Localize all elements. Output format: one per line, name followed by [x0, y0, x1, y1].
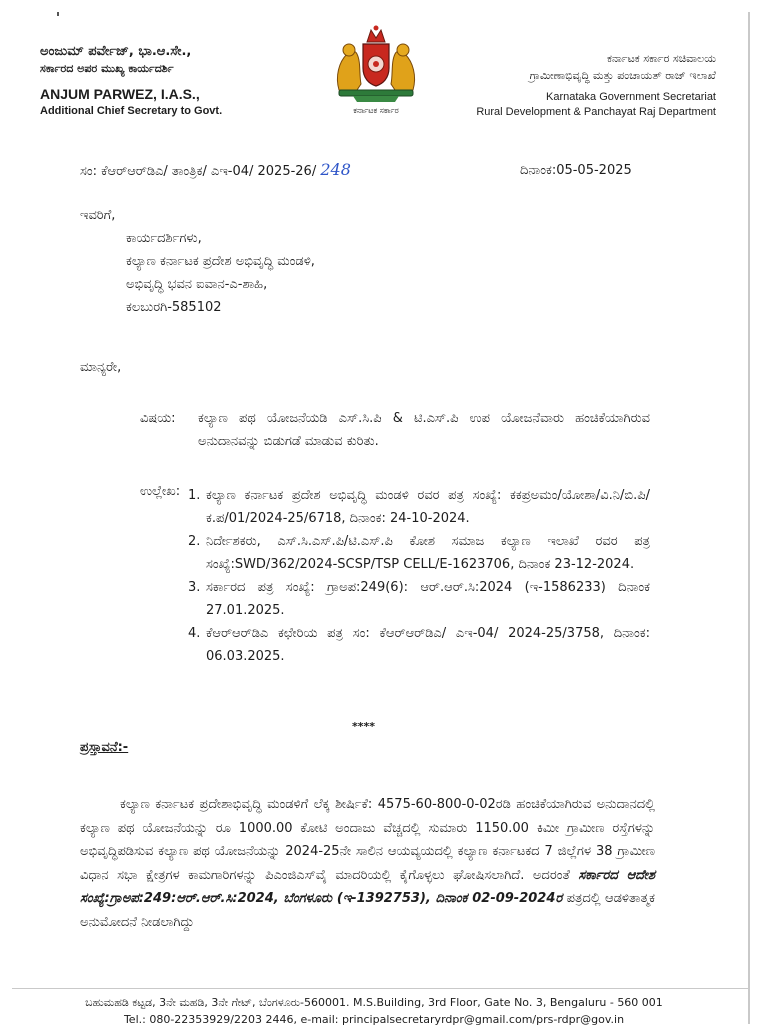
reference-text: ಕೆಆರ್‌ಆರ್‌ಡಿಎ ಕಛೇರಿಯ ಪತ್ರ ಸಂ: ಕೆಆರ್‌ಆರ್‌ಡಿಎ/ ಎಇ-04/ 2024-25/3758, ದಿನಾಂಕ: 06.03.2025.: [206, 626, 650, 664]
scan-mark: [57, 12, 59, 16]
preamble-text: ಕಲ್ಯಾಣ ಕರ್ನಾಟಕ ಪ್ರದೇಶಾಭಿವೃದ್ಧಿ ಮಂಡಳಿಗೆ ಲೆಕ್ಕ ಶೀರ್ಷಿಕೆ: 4575-60-800-0-02ರಡಿ ಹಂಚಿಕೆಯಾಗಿರುವ ಅನುದಾನದಲ್ಲಿ ಕಲ್ಯಾಣ ಪಥ ಯೋಜನೆಯನ್ನು ರೂ 1000.00 ಕೋಟಿ ಅಂದಾಜು ವೆಚ್ಚದಲ್ಲಿ ಸುಮಾರು 1150.00 ಕಿಮೀ ಗ್ರಾಮೀಣ ರಸ್ತೆಗಳನ್ನು ಅಭಿವೃದ್ಧಿಪಡಿಸುವ ಕಲ್ಯಾಣ ಪಥ ಯೋಜನೆಯನ್ನು 2024-25ನೇ ಸಾಲಿನ ಆಯವ್ಯಯದಲ್ಲಿ ಕಲ್ಯಾಣ ಕರ್ನಾಟಕದ 7 ಜಿಲ್ಲೆಗಳ 38 ಗ್ರಾಮೀಣ ವಿಧಾನ ಸಭಾ ಕ್ಷೇತ್ರಗಳ ಕಾಮಗಾರಿಗಳನ್ನು ಪಿಎಂಜಿಎಸ್‌ವೈ ಮಾದರಿಯಲ್ಲಿ ಕೈಗೊಳ್ಳಲು ಘೋಷಿಸಲಾಗಿದೆ. ಅದರಂತೆ: [80, 797, 655, 883]
secretariat-english: Karnataka Government Secretariat: [546, 91, 716, 103]
address-line: ಕಾರ್ಯದರ್ಶಿಗಳು,: [126, 231, 202, 246]
government-order-reference: ಸರ್ಕಾರದ ಆದೇಶ ಸಂಖ್ಯೆ:ಗ್ರಾಅಪ:249:ಆರ್.ಆರ್.ಸಿ:2024, ಬೆಂಗಳೂರು (ಇ-1392753), ದಿನಾಂಕ 02-09-2024ರ: [80, 867, 655, 906]
department-english: Rural Development & Panchayat Raj Department: [476, 106, 716, 118]
subject-text: ಕಲ್ಯಾಣ ಪಥ ಯೋಜನೆಯಡಿ ಎಸ್.ಸಿ.ಪಿ & ಟಿ.ಎಸ್.ಪಿ ಉಪ ಯೋಜನೆವಾರು ಹಂಚಿಕೆಯಾಗಿರುವ ಅನುದಾನವನ್ನು ಬಿಡುಗಡೆ ಮಾಡುವ ಕುರಿತು.: [198, 411, 650, 449]
reference-item: [188, 484, 650, 530]
footer-divider: [12, 988, 748, 989]
reference-item: [188, 576, 650, 622]
officer-name-kannada: ಅಂಜುಮ್ ಪರ್ವೇಜ್, ಭಾ.ಆ.ಸೇ.,: [40, 44, 192, 59]
footer-contact: Tel.: 080-22353929/2203 2446, e-mail: principalsecretaryrdpr@gmail.com/prs-rdpr@gov.in: [123, 1013, 625, 1026]
address-line: ಕಲ್ಯಾಣ ಕರ್ನಾಟಕ ಪ್ರದೇಶ ಅಭಿವೃದ್ಧಿ ಮಂಡಳಿ,: [126, 254, 315, 269]
preamble-heading: ಪ್ರಸ್ತಾವನೆ:-: [80, 740, 129, 755]
address-line: ಕಲಬುರಗಿ-585102: [126, 300, 222, 315]
recipient-address: [80, 204, 315, 319]
reference-text: ಸರ್ಕಾರದ ಪತ್ರ ಸಂಖ್ಯೆ: ಗ್ರಾಅಪ:249(6): ಆರ್.ಆರ್.ಸಿ:2024 (ಇ-1586233) ದಿನಾಂಕ 27.01.2025.: [206, 580, 650, 618]
address-line: ಅಭಿವೃದ್ಧಿ ಭವನ ಐವಾನ-ಎ-ಶಾಹಿ,: [126, 277, 268, 292]
subject-label: ವಿಷಯ:: [140, 411, 176, 426]
reference-number-label: 3.: [188, 580, 201, 595]
officer-name-english: ANJUM PARWEZ, I.A.S.,: [40, 86, 200, 102]
references-label: ಉಲ್ಲೇಖ:: [140, 484, 181, 499]
reference-number-label: 2.: [188, 534, 201, 549]
officer-designation-kannada: ಸರ್ಕಾರದ ಅಪರ ಮುಖ್ಯ ಕಾರ್ಯದರ್ಶಿ: [40, 62, 174, 75]
reference-text: ಸಂ: ಕೆಆರ್‌ಆರ್‌ಡಿಎ/ ತಾಂತ್ರಿಕ/ ಎಇ-04/ 2025-26/: [80, 164, 317, 179]
reference-number-label: 1.: [188, 488, 201, 503]
secretariat-kannada: ಕರ್ನಾಟಕ ಸರ್ಕಾರ ಸಚಿವಾಲಯ: [606, 52, 716, 65]
references-block: [140, 484, 650, 668]
officer-designation-english: Additional Chief Secretary to Govt.: [40, 105, 223, 117]
reference-item: [188, 622, 650, 668]
letterhead-left: [40, 44, 222, 117]
address-to: ಇವರಿಗೆ,: [80, 208, 116, 223]
reference-item: [188, 530, 650, 576]
preamble-text-continued: ಪತ್ರದಲ್ಲಿ ಆಡಳಿತಾತ್ಮಕ ಅನುಮೋದನೆ ನೀಡಲಾಗಿದ್ದು: [80, 891, 655, 930]
salutation: ಮಾನ್ಯರೇ,: [80, 360, 122, 375]
reference-number: [80, 160, 351, 179]
footer-address: ಬಹುಮಹಡಿ ಕಟ್ಟಡ, 3ನೇ ಮಹಡಿ, 3ನೇ ಗೇಟ್, ಬೆಂಗಳೂರು-560001. M.S.Building, 3rd Floor, Gate No. 3, Bengaluru - 560 001: [85, 996, 663, 1009]
reference-number-label: 4.: [188, 626, 201, 641]
references-list: [140, 484, 650, 668]
letter-date: ದಿನಾಂಕ:05-05-2025: [520, 163, 632, 178]
handwritten-number: 248: [320, 160, 351, 179]
emblem-caption: ಕರ್ನಾಟಕ ಸರ್ಕಾರ: [353, 106, 399, 115]
department-kannada: ಗ್ರಾಮೀಣಾಭಿವೃದ್ಧಿ ಮತ್ತು ಪಂಚಾಯತ್ ರಾಜ್ ಇಲಾಖೆ: [529, 69, 716, 82]
section-separator: ****: [352, 720, 376, 733]
preamble-paragraph: [80, 793, 655, 934]
page-edge-line: [748, 12, 750, 1024]
reference-text: ಕಲ್ಯಾಣ ಕರ್ನಾಟಕ ಪ್ರದೇಶ ಅಭಿವೃದ್ಧಿ ಮಂಡಳಿ ರವರ ಪತ್ರ ಸಂಖ್ಯೆ: ಕಕಪ್ರಅಮಂ/ಯೋಶಾ/ವಿ.ನಿ/ಬಿ.ಪಿ/ಕ.ಪ/01/2024-25/6718, ದಿನಾಂಕ: 24-10-2024.: [206, 488, 650, 526]
reference-text: ನಿರ್ದೇಶಕರು, ಎಸ್.ಸಿ.ಎಸ್.ಪಿ/ಟಿ.ಎಸ್.ಪಿ ಕೋಶ ಸಮಾಜ ಕಲ್ಯಾಣ ಇಲಾಖೆ ರವರ ಪತ್ರ ಸಂಖ್ಯೆ:SWD/362/2024-SCSP/TSP CELL/E-1623706, ದಿನಾಂಕ 23-12-2024.: [206, 534, 650, 572]
subject-block: [140, 407, 650, 453]
karnataka-emblem-icon: [333, 24, 419, 104]
letterhead-right: [476, 52, 716, 118]
